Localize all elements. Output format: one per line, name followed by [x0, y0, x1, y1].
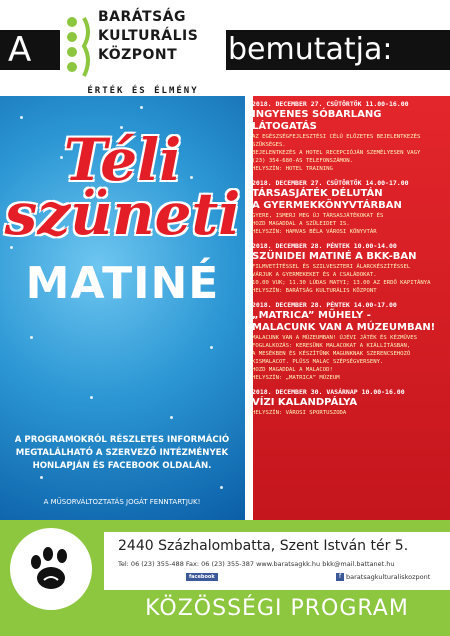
bkk-logo-mark-icon [64, 12, 94, 82]
event-line: MALACUNK VAN A MÚZEUMBAN! ÚJÉVI JÁTÉK ÉS KÉZMŰVES [252, 335, 418, 341]
event-line: AZ EGÉSZSÉGFEJLESZTÉSI CÉLÚ ELŐZETES BEJELENTKEZÉS SZÜKSÉGES. [252, 134, 421, 148]
bkk-logo [60, 6, 226, 92]
event-title: MALACUNK VAN A MÚZEUMBAN! [252, 322, 436, 333]
event-item [252, 179, 446, 236]
event-title: TÁRSASJÁTÉK DÉLUTÁN [252, 188, 383, 199]
community-paw-icon [24, 544, 78, 598]
event-date: 2018. DECEMBER 27. CSÜTÖRTÖK 14.00-17.00 [252, 179, 409, 187]
event-line: FOGLALKOZÁS: KERESÜNK MALACOKAT A KIÁLLÍTÁSBAN, [252, 343, 411, 349]
social-row [118, 573, 444, 583]
program-label: KÖZÖSSÉGI PROGRAM [145, 596, 409, 621]
event-date: 2018. DECEMBER 30. VASÁRNAP 10.00-16.00 [252, 388, 405, 396]
header [0, 0, 450, 96]
event-title: A GYERMEKKÖNYVTÁRBAN [252, 200, 402, 211]
event-item [252, 388, 446, 417]
facebook-badge[interactable]: facebook [186, 573, 218, 581]
logo-tagline: ÉRTÉK ÉS ÉLMÉNY [87, 86, 199, 96]
event-date: 2018. DECEMBER 28. PÉNTEK 10.00-14.00 [252, 242, 397, 250]
program-info-text: A PROGRAMOKRÓL RÉSZLETES INFORMÁCIÓ MEGTALÁLHATÓ A SZERVEZŐ INTÉZMÉNYEK HONLAPJÁN ÉS FACEBOOK OLDALÁN. [14, 435, 230, 471]
header-right-word: bemutatja: [228, 32, 393, 67]
event-line: A MESÉKBEN ÉS KÉSZÍTÜNK MAGUNKNAK SZERENCSEHOZÓ [252, 351, 411, 357]
event-line: HELYSZÍN: HOTEL TRAINING [252, 166, 333, 172]
rights-reserved-text: A MŰSORVÁLTOZTATÁS JOGÁT FENNTARTJUK! [43, 498, 201, 506]
events-list [252, 100, 446, 423]
logo-line-2: KULTURÁLIS [98, 28, 199, 44]
facebook-icon: f [336, 573, 344, 581]
event-line: HELYSZÍN: HAMVAS BÉLA VÁROSI KÖNYVTÁR [252, 229, 377, 235]
event-date: 2018. DECEMBER 27. CSÜTÖRTÖK 11.00-16.00 [252, 100, 409, 108]
facebook-link[interactable] [336, 573, 430, 581]
event-title: VÍZI KALANDPÁLYA [252, 397, 358, 408]
hero-title-line-1: Téli [63, 126, 182, 194]
event-line: HELYSZÍN: VÁROSI SPORTUSZODA [252, 410, 347, 416]
event-line: HOZD MAGADDAL A SZÜLEIDET IS. [252, 221, 350, 227]
address-text: 2440 Százhalombatta, Szent István tér 5. [118, 538, 409, 554]
event-line: VÁRJUK A GYERMEKEKET ÉS A CSALÁDOKAT. [252, 272, 377, 278]
event-line: (23) 354-680-AS TELEFONSZÁMON. [252, 158, 354, 164]
event-line: KISMALACOT. PLÜSS MALAC SZÉPSÉGVERSENY. [252, 359, 384, 365]
event-item [252, 242, 446, 295]
logo-name [98, 8, 224, 65]
hero-title-line-3: MATINÉ [25, 258, 220, 309]
event-line: HELYSZÍN: BARÁTSÁG KULTURÁLIS KÖZPONT [252, 288, 377, 294]
header-left-word: A [8, 30, 32, 70]
facebook-handle: baratsagkulturaliskozpont [346, 573, 431, 581]
event-date: 2018. DECEMBER 28. PÉNTEK 14.00-17.00 [252, 301, 397, 309]
event-line: BEJELENTKEZÉS A HOTEL RECEPCIÓJÁN SZEMÉLYESEN VAGY [252, 150, 421, 156]
logo-line-1: BARÁTSÁG [98, 9, 186, 25]
hero-title-line-2: szüneti [4, 180, 241, 248]
event-line: HELYSZÍN: „MATRICA” MÚZEUM [252, 375, 340, 381]
event-item [252, 100, 446, 173]
logo-line-3: KÖZPONT [98, 47, 178, 63]
event-line: HOZD MAGADDAL A MALACOD! [252, 367, 333, 373]
event-title: „MATRICA” MŰHELY - [252, 310, 371, 321]
event-title: INGYENES SÓBARLANG LÁTOGATÁS [252, 109, 382, 132]
event-item [252, 301, 446, 382]
event-line: GYERE, ISMERJ MEG ÚJ TÁRSASJÁTÉKOKAT ÉS [252, 213, 384, 219]
event-title: SZÜNIDEI MATINÉ A BKK-BAN [252, 251, 417, 262]
contact-text: Tel: 06 (23) 355-488 Fax: 06 (23) 355-387 www.baratsagkk.hu bkk@mail.battanet.hu [118, 560, 395, 568]
event-line: FILMVETÍTÉSSEL ÉS SZILVESZTERI ÁLARCKÉSZÍTÉSSEL [252, 264, 411, 270]
event-line: 10.00 VUK; 11.30 LÚDAS MATYI; 13.00 AZ ERDŐ KAPITÁNYA [252, 280, 431, 286]
